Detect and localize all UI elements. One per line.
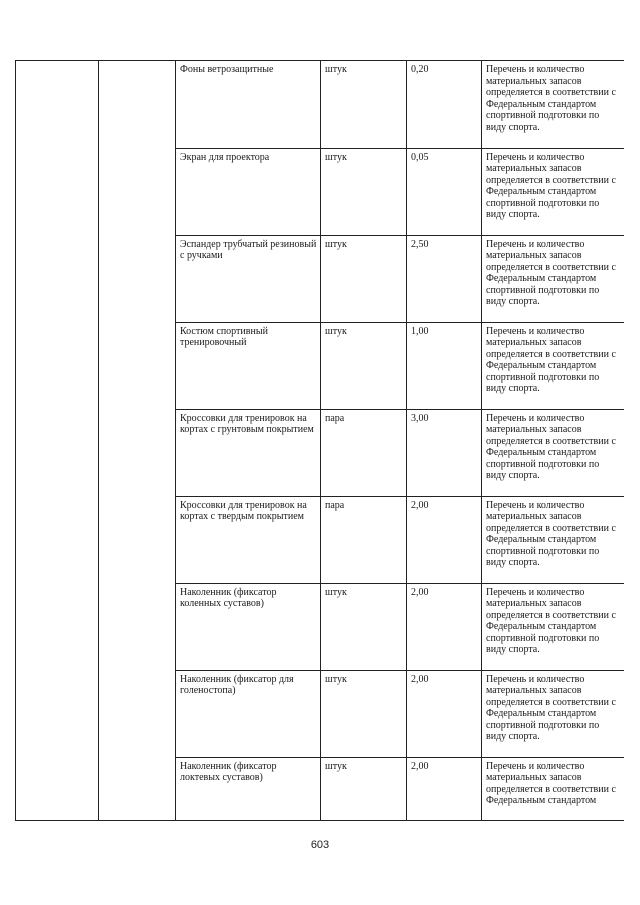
note-cell: Перечень и количество материальных запасов определяется в соответствии с Федеральным стандартом спортивной подготовки по виду спорта. <box>482 409 625 496</box>
unit-cell: штук <box>321 670 407 757</box>
note-cell: Перечень и количество материальных запасов определяется в соответствии с Федеральным стандартом спортивной подготовки по виду спорта. <box>482 583 625 670</box>
item-name-cell: Костюм спортивный тренировочный <box>176 322 321 409</box>
quantity-cell: 1,00 <box>407 322 482 409</box>
unit-cell: штук <box>321 61 407 148</box>
quantity-cell: 0,20 <box>407 61 482 148</box>
quantity-cell: 0,05 <box>407 148 482 235</box>
item-name-cell: Кроссовки для тренировок на кортах с грунтовым покрытием <box>176 409 321 496</box>
item-name-cell: Фоны ветрозащитные <box>176 61 321 148</box>
unit-cell: штук <box>321 148 407 235</box>
note-cell: Перечень и количество материальных запасов определяется в соответствии с Федеральным стандартом спортивной подготовки по виду спорта. <box>482 670 625 757</box>
unit-cell: штук <box>321 235 407 322</box>
note-cell: Перечень и количество материальных запасов определяется в соответствии с Федеральным стандартом спортивной подготовки по виду спорта. <box>482 496 625 583</box>
quantity-cell: 2,00 <box>407 670 482 757</box>
quantity-cell: 2,00 <box>407 757 482 821</box>
item-name-cell: Экран для проектора <box>176 148 321 235</box>
quantity-cell: 2,50 <box>407 235 482 322</box>
item-name-cell: Наколенник (фиксатор коленных суставов) <box>176 583 321 670</box>
merged-empty-cell <box>16 61 99 821</box>
note-cell: Перечень и количество материальных запасов определяется в соответствии с Федеральным стандартом спортивной подготовки по виду спорта. <box>482 235 625 322</box>
unit-cell: штук <box>321 322 407 409</box>
note-cell: Перечень и количество материальных запасов определяется в соответствии с Федеральным стандартом спортивной подготовки по виду спорта. <box>482 148 625 235</box>
quantity-cell: 2,00 <box>407 496 482 583</box>
unit-cell: штук <box>321 757 407 821</box>
unit-cell: пара <box>321 409 407 496</box>
materials-grid <box>15 61 624 821</box>
item-name-cell: Наколенник (фиксатор локтевых суставов) <box>176 757 321 821</box>
materials-table <box>15 60 624 821</box>
quantity-cell: 3,00 <box>407 409 482 496</box>
unit-cell: пара <box>321 496 407 583</box>
item-name-cell: Кроссовки для тренировок на кортах с твердым покрытием <box>176 496 321 583</box>
note-cell: Перечень и количество материальных запасов определяется в соответствии с Федеральным стандартом спортивной подготовки по виду спорта. <box>482 61 625 148</box>
item-name-cell: Наколенник (фиксатор для голеностопа) <box>176 670 321 757</box>
unit-cell: штук <box>321 583 407 670</box>
quantity-cell: 2,00 <box>407 583 482 670</box>
item-name-cell: Эспандер трубчатый резиновый с ручками <box>176 235 321 322</box>
note-cell: Перечень и количество материальных запасов определяется в соответствии с Федеральным стандартом <box>482 757 625 821</box>
note-cell: Перечень и количество материальных запасов определяется в соответствии с Федеральным стандартом спортивной подготовки по виду спорта. <box>482 322 625 409</box>
merged-empty-cell <box>99 61 176 821</box>
page-number: 603 <box>310 839 330 851</box>
